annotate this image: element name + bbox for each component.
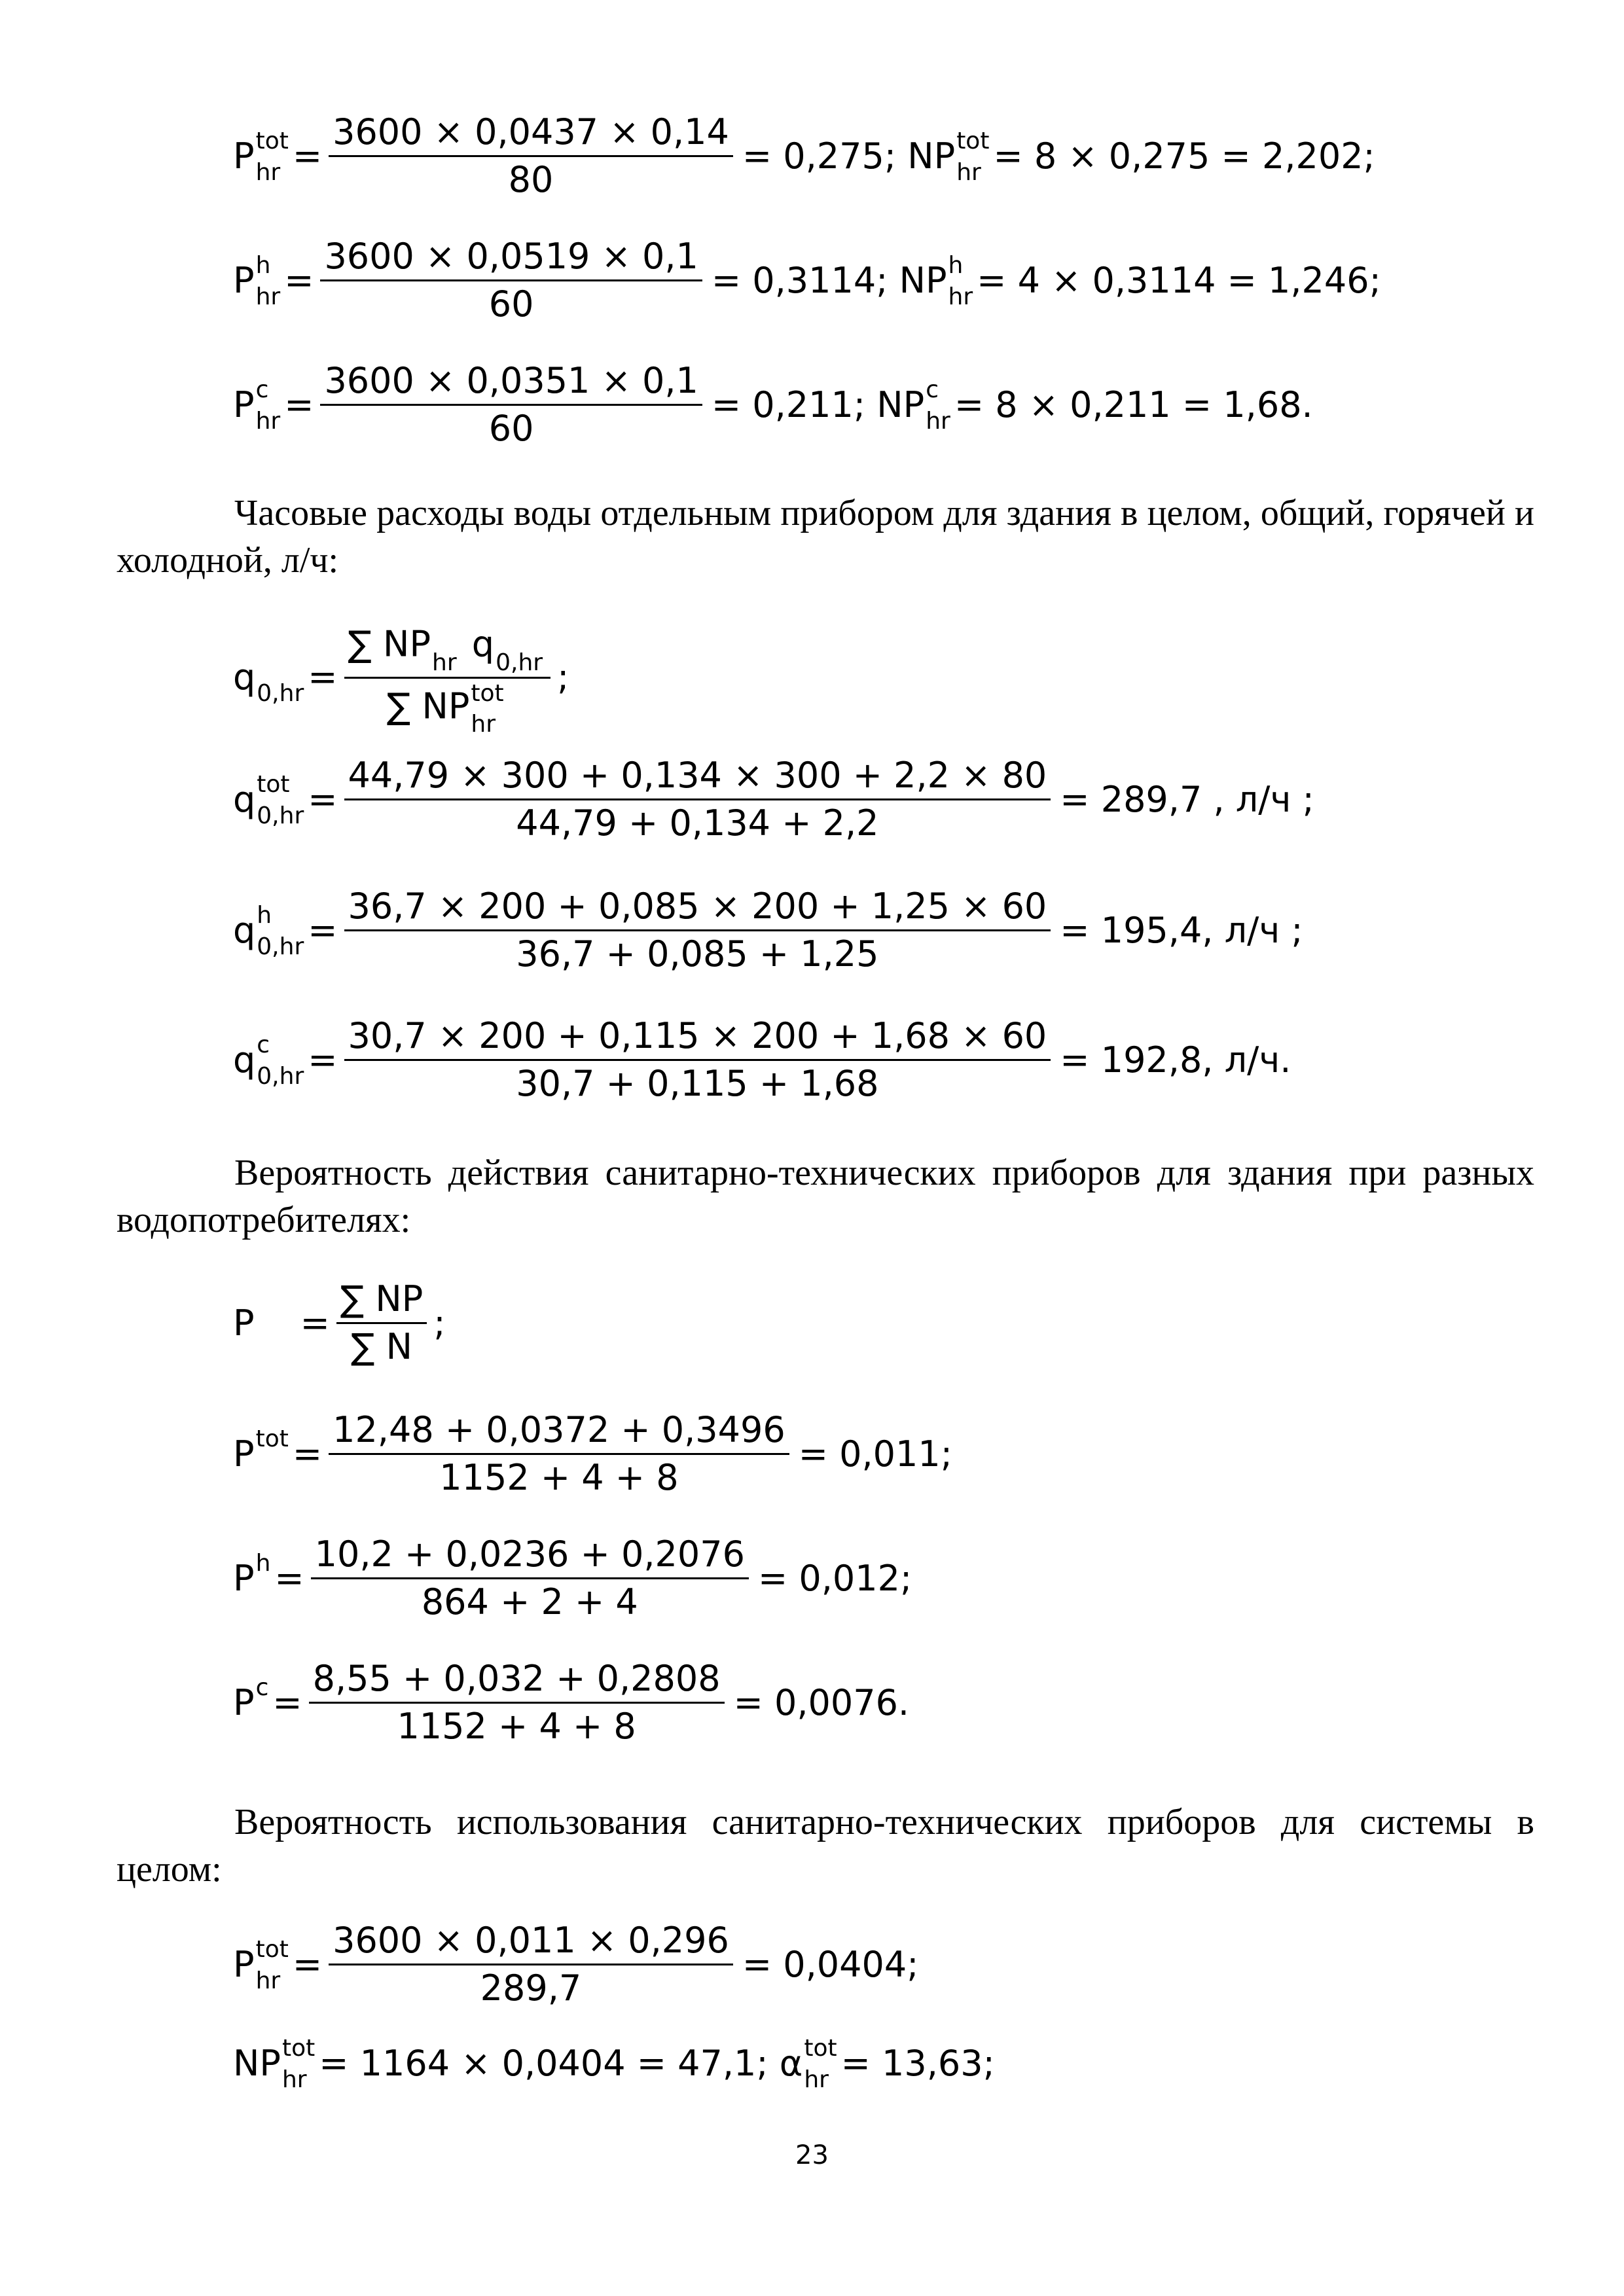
- denominator: 80: [508, 159, 554, 200]
- eq-rest2: = 8 × 0,211 = 1,68.: [954, 384, 1313, 425]
- eq-rest2: = 4 × 0,3114 = 1,246;: [977, 259, 1381, 301]
- superscript: c: [255, 376, 269, 403]
- eq-lhs: P: [233, 1302, 255, 1344]
- eq-rest: = 0,012;: [757, 1557, 912, 1599]
- denominator: 30,7 + 0,115 + 1,68: [516, 1063, 879, 1104]
- superscript: h: [255, 251, 271, 279]
- eq-lhs: P: [233, 1943, 255, 1985]
- equals: =: [284, 384, 314, 425]
- equation-p-hr-tot: [233, 111, 1375, 200]
- num-part: ∑ NP: [348, 623, 431, 665]
- equation-p-h: [233, 1534, 912, 1623]
- eq-rest: ;: [433, 1302, 446, 1344]
- equals: =: [292, 1943, 323, 1985]
- subscript: hr: [926, 407, 950, 435]
- equals: =: [300, 1302, 330, 1344]
- subscript: hr: [956, 158, 981, 186]
- fraction: [320, 236, 702, 325]
- denominator: 60: [488, 408, 534, 449]
- denominator: 44,79 + 0,134 + 2,2: [516, 802, 879, 844]
- eq-lhs: q: [233, 778, 256, 820]
- numerator: 30,7 × 200 + 0,115 × 200 + 1,68 × 60: [344, 1018, 1051, 1061]
- superscript: tot: [281, 2035, 316, 2062]
- numerator: 3600 × 0,011 × 0,296: [329, 1923, 733, 1965]
- subscript: 0,hr: [257, 1062, 304, 1090]
- eq-rest: = 0,3114; NP: [711, 259, 947, 301]
- superscript: tot: [255, 127, 289, 154]
- denominator: 60: [488, 283, 534, 325]
- subscript: 0,hr: [257, 802, 304, 829]
- subscript: hr: [255, 283, 281, 310]
- eq-lhs: NP: [233, 2042, 281, 2084]
- fraction: [320, 360, 702, 449]
- numerator: 3600 × 0,0519 × 0,1: [320, 239, 702, 281]
- superscript: h: [257, 901, 272, 929]
- numerator: 8,55 + 0,032 + 0,2808: [309, 1661, 725, 1704]
- eq-lhs: P: [233, 1681, 255, 1723]
- numerator: ∑ NP: [336, 1282, 427, 1324]
- subscript: hr: [281, 2066, 307, 2093]
- eq-rest: = 289,7 , л/ч ;: [1060, 778, 1314, 820]
- subscript: 0,hr: [257, 680, 304, 708]
- equation-p-hr-tot-system: [233, 1920, 919, 2009]
- superscript: tot: [471, 679, 504, 707]
- numerator: 36,7 × 200 + 0,085 × 200 + 1,25 × 60: [344, 889, 1051, 931]
- superscript: [496, 619, 543, 644]
- eq-lhs: P: [233, 135, 255, 177]
- numerator: 3600 × 0,0351 × 0,1: [320, 363, 702, 406]
- subscript: 0,hr: [496, 649, 543, 676]
- fraction: [329, 111, 733, 200]
- superscript: tot: [956, 127, 990, 154]
- equals: =: [308, 909, 338, 951]
- subscript: hr: [255, 158, 281, 186]
- subscript: hr: [948, 283, 973, 310]
- numerator: [344, 622, 551, 679]
- numerator: 44,79 × 300 + 0,134 × 300 + 2,2 × 80: [344, 758, 1051, 800]
- num-part2: q: [460, 623, 495, 665]
- equation-p-hr-h: [233, 236, 1381, 325]
- eq-rest: = 192,8, л/ч.: [1060, 1039, 1291, 1081]
- eq-lhs: P: [233, 1557, 255, 1599]
- subscript: hr: [255, 407, 281, 435]
- eq-rest: = 195,4, л/ч ;: [1060, 909, 1303, 951]
- fraction: [309, 1658, 725, 1747]
- superscript: c: [257, 1031, 270, 1058]
- equation-p-formula: [233, 1278, 446, 1367]
- subscript: hr: [432, 649, 457, 676]
- equals: =: [308, 778, 338, 820]
- denominator: 1152 + 4 + 8: [397, 1706, 636, 1747]
- subscript: hr: [255, 1967, 281, 1994]
- numerator: 10,2 + 0,0236 + 0,2076: [311, 1537, 749, 1579]
- equation-q0hr-formula: [233, 622, 569, 738]
- eq-rest: = 0,0404;: [742, 1943, 919, 1985]
- denominator: [383, 679, 512, 738]
- subscript: hr: [471, 711, 496, 738]
- subscript: hr: [804, 2066, 829, 2093]
- equation-q0hr-h: [233, 886, 1303, 975]
- page-number: 23: [795, 2140, 829, 2170]
- subscript: [256, 1458, 289, 1483]
- eq-rest: = 0,011;: [798, 1433, 952, 1475]
- superscript: h: [255, 1549, 271, 1577]
- eq-rest: = 0,211; NP: [711, 384, 925, 425]
- equals: =: [308, 1039, 338, 1081]
- eq-lhs: q: [233, 909, 256, 951]
- fraction: [344, 755, 1051, 844]
- subscript: [256, 1707, 269, 1732]
- superscript: tot: [257, 770, 290, 798]
- paragraph-hourly-flow: Часовые расходы воды отдельным прибором для здания в целом, общий, горячей и холодной, л/ч:: [117, 493, 1534, 581]
- superscript: tot: [255, 1425, 289, 1452]
- eq-lhs: P: [233, 259, 255, 301]
- equation-p-hr-c: [233, 360, 1313, 449]
- equals: =: [308, 656, 338, 698]
- equation-np-hr-tot: [233, 2035, 995, 2093]
- eq-rest2: = 8 × 0,275 = 2,202;: [993, 135, 1375, 177]
- equals: =: [274, 1557, 304, 1599]
- numerator: 3600 × 0,0437 × 0,14: [329, 115, 733, 157]
- equation-q0hr-c: [233, 1015, 1291, 1104]
- equation-p-c: [233, 1658, 910, 1747]
- eq-lhs: P: [233, 1433, 255, 1475]
- eq-rest: = 0,0076.: [733, 1681, 910, 1723]
- equals: =: [284, 259, 314, 301]
- equals: =: [292, 1433, 323, 1475]
- paragraph-probability-action: Вероятность действия санитарно-технических приборов для здания при разных водопотребителях:: [117, 1153, 1534, 1240]
- numerator: 12,48 + 0,0372 + 0,3496: [329, 1412, 789, 1455]
- fraction: [344, 886, 1051, 975]
- superscript: h: [948, 251, 964, 279]
- superscript: [432, 619, 457, 644]
- superscript: tot: [255, 1935, 289, 1963]
- superscript: c: [255, 1674, 269, 1701]
- denominator: 289,7: [480, 1967, 582, 2009]
- eq-rest: = 1164 × 0,0404 = 47,1; α: [319, 2042, 803, 2084]
- superscript: c: [926, 376, 939, 403]
- fraction: [344, 622, 551, 738]
- eq-lhs: P: [233, 384, 255, 425]
- eq-lhs: q: [233, 656, 256, 698]
- fraction: [336, 1278, 427, 1367]
- superscript: tot: [804, 2035, 837, 2062]
- denominator: 1152 + 4 + 8: [439, 1457, 679, 1498]
- den-part: ∑ NP: [386, 685, 470, 727]
- fraction: [311, 1534, 749, 1623]
- equation-q0hr-tot: [233, 755, 1314, 844]
- superscript: [257, 650, 304, 675]
- fraction: [344, 1015, 1051, 1104]
- equation-p-tot: [233, 1409, 952, 1498]
- denominator: 864 + 2 + 4: [421, 1581, 638, 1623]
- fraction: [329, 1409, 789, 1498]
- subscript: [256, 1583, 271, 1607]
- eq-rest: = 0,275; NP: [742, 135, 956, 177]
- equals: =: [272, 1681, 302, 1723]
- denominator: ∑ N: [351, 1326, 413, 1367]
- equals: =: [292, 135, 323, 177]
- denominator: 36,7 + 0,085 + 1,25: [516, 933, 879, 975]
- eq-rest2: = 13,63;: [840, 2042, 995, 2084]
- eq-lhs: q: [233, 1039, 256, 1081]
- eq-rest: ;: [557, 656, 569, 698]
- subscript: 0,hr: [257, 933, 304, 960]
- fraction: [329, 1920, 733, 2009]
- paragraph-probability-usage: Вероятность использования санитарно-технических приборов для системы в целом:: [117, 1802, 1534, 1890]
